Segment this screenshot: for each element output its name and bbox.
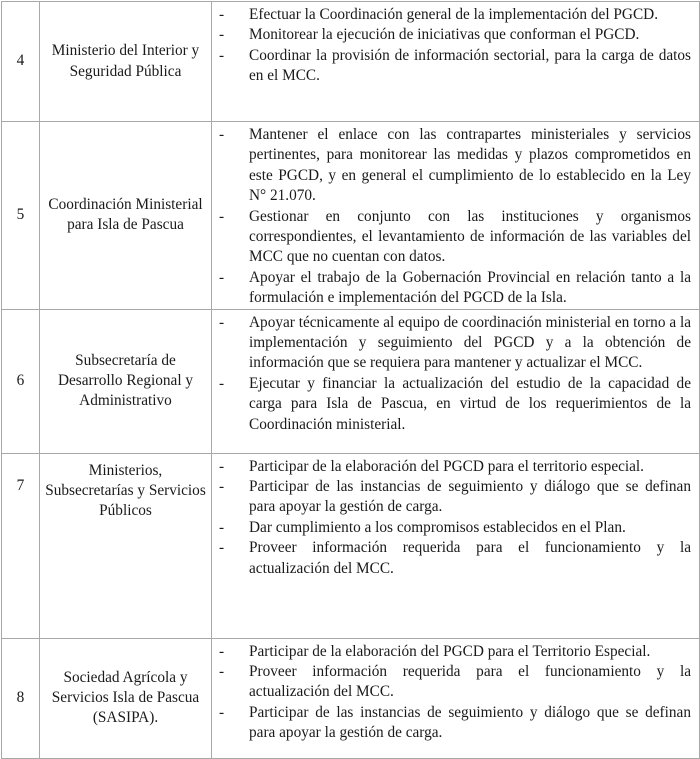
table-row xyxy=(2,2,700,122)
functions-cell xyxy=(212,122,700,310)
institution-cell: Sociedad Agrícola y Servicios Isla de Pascua (SASIPA). xyxy=(40,638,212,758)
function-item xyxy=(219,642,691,662)
institution-cell: Coordinación Ministerial para Isla de Pascua xyxy=(40,122,212,310)
function-text: Ejecutar y financiar la actualización del estudio de la capacidad de carga para Isla de Pascua, en virtud de los requerimientos de la Coordinación ministerial. xyxy=(249,374,691,433)
function-text: Participar de la elaboración del PGCD para el Territorio Especial. xyxy=(249,642,651,660)
institution-cell: Ministerio del Interior y Seguridad Pública xyxy=(40,2,212,122)
bullet-dash: - xyxy=(219,313,225,331)
bullet-dash: - xyxy=(219,478,225,496)
bullet-dash: - xyxy=(219,642,225,660)
bullet-dash: - xyxy=(219,663,225,681)
function-item xyxy=(219,46,691,87)
function-item xyxy=(219,268,691,309)
function-item xyxy=(219,477,691,518)
table-row xyxy=(2,309,700,453)
functions-cell xyxy=(212,453,700,638)
bullet-dash: - xyxy=(219,126,225,143)
functions-cell xyxy=(212,2,700,122)
function-text: Participar de la elaboración del PGCD para el territorio especial. xyxy=(249,457,645,475)
function-text: Efectuar la Coordinación general de la implementación del PGCD. xyxy=(249,6,659,23)
function-item xyxy=(219,207,691,268)
function-text: Coordinar la provisión de información sectorial, para la carga de datos en el MCC. xyxy=(249,46,691,85)
function-item xyxy=(219,313,691,374)
table-row xyxy=(2,122,700,310)
row-number-cell: 4 xyxy=(2,2,40,122)
bullet-dash: - xyxy=(219,539,225,557)
bullet-dash: - xyxy=(219,374,225,392)
function-text: Apoyar el trabajo de la Gobernación Provincial en relación tanto a la formulación e implementación del PGCD de la Isla. xyxy=(249,268,691,307)
function-text: Apoyar técnicamente al equipo de coordinación ministerial en torno a la implementación y seguimiento del PGCD y a la obtención de información que se requiera para mantener y actualizar el MCC. xyxy=(249,313,691,372)
function-item xyxy=(219,5,691,25)
bullet-dash: - xyxy=(219,6,225,23)
institution-cell: Ministerios, Subsecretarías y Servicios Públicos xyxy=(40,453,212,638)
institution-cell: Subsecretaría de Desarrollo Regional y Administrativo xyxy=(40,309,212,453)
row-number-cell: 5 xyxy=(2,122,40,310)
row-number-cell: 8 xyxy=(2,638,40,758)
function-item xyxy=(219,703,691,744)
function-text: Participar de las instancias de seguimiento y diálogo que se definan para apoyar la gestión de carga. xyxy=(249,478,691,516)
function-item xyxy=(219,538,691,579)
bullet-dash: - xyxy=(219,207,225,225)
functions-cell xyxy=(212,309,700,453)
function-text: Dar cumplimiento a los compromisos establecidos en el Plan. xyxy=(249,518,626,536)
row-number-cell: 7 xyxy=(2,453,40,638)
function-item xyxy=(219,25,691,45)
row-number-cell: 6 xyxy=(2,309,40,453)
function-text: Gestionar en conjunto con las instituciones y organismos correspondientes, el levantamiento de información de las variables del MCC que no cuentan con datos. xyxy=(249,207,691,266)
function-item xyxy=(219,662,691,703)
bullet-dash: - xyxy=(219,268,225,286)
function-text: Mantener el enlace con las contrapartes ministeriales y servicios pertinentes, para monitorear las medidas y plazos comprometidos en este PGCD, y en general el cumplimiento de lo establecido en la Ley N° 21.070. xyxy=(249,126,691,205)
bullet-dash: - xyxy=(219,26,225,44)
table-row xyxy=(2,453,700,638)
table-row xyxy=(2,638,700,758)
function-item xyxy=(219,518,691,538)
function-text: Proveer información requerida para el funcionamiento y la actualización del MCC. xyxy=(249,539,691,577)
bullet-dash: - xyxy=(219,703,225,721)
function-item xyxy=(219,374,691,435)
bullet-dash: - xyxy=(219,457,225,475)
function-text: Participar de las instancias de seguimiento y diálogo que se definan para apoyar la gestión de carga. xyxy=(249,703,691,742)
functions-cell xyxy=(212,638,700,758)
bullet-dash: - xyxy=(219,46,225,64)
function-item xyxy=(219,125,691,207)
institutions-functions-table xyxy=(1,1,700,759)
bullet-dash: - xyxy=(219,518,225,536)
function-item xyxy=(219,457,691,477)
function-text: Proveer información requerida para el funcionamiento y la actualización del MCC. xyxy=(249,663,691,701)
function-text: Monitorear la ejecución de iniciativas que conforman el PGCD. xyxy=(249,26,640,44)
